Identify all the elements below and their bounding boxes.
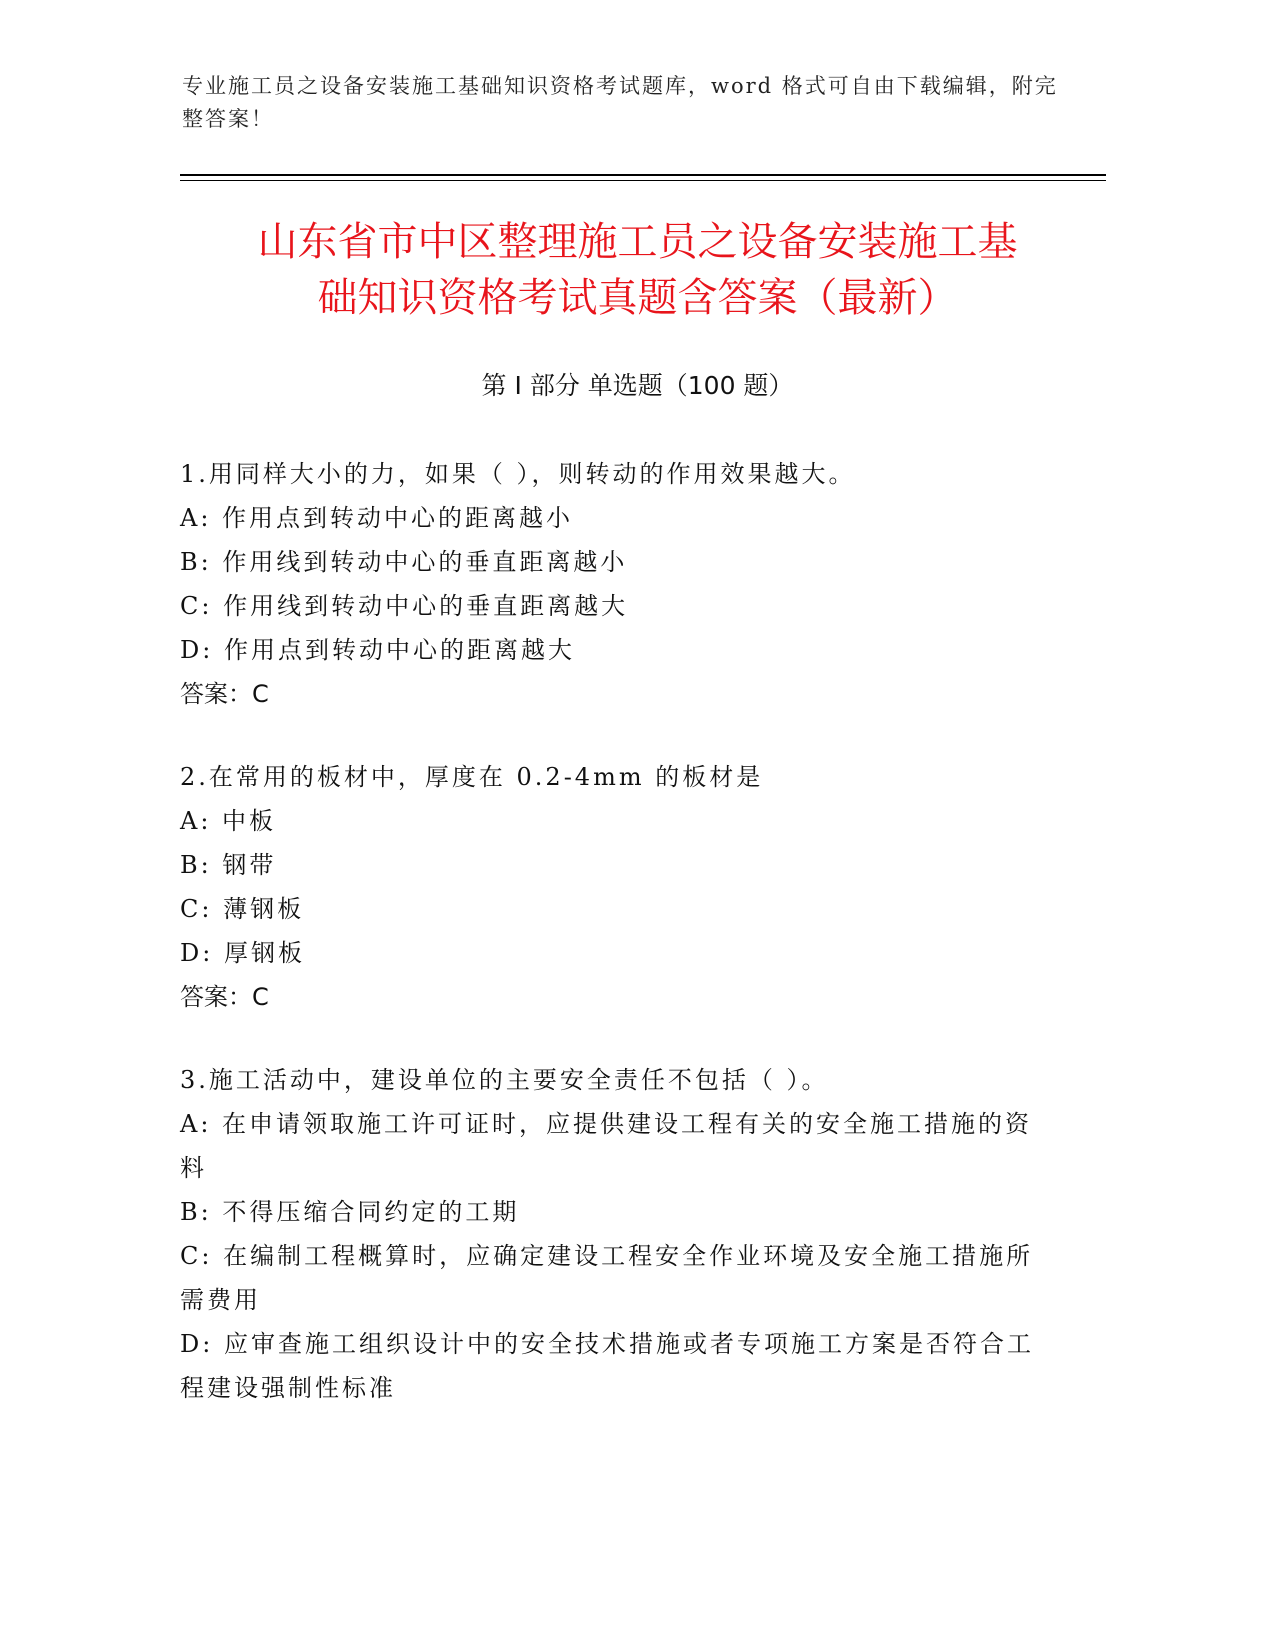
option-d: D: 应审查施工组织设计中的安全技术措施或者专项施工方案是否符合工程建设强制性标准 [180,1330,1034,1402]
option-b: B: 钢带 [180,851,277,879]
option-a: A: 在申请领取施工许可证时，应提供建设工程有关的安全施工措施的资料 [180,1110,1033,1182]
document-title-line-2: 础知识资格考试真题含答案（最新） [317,275,958,321]
option-c: C: 在编制工程概算时，应确定建设工程安全作业环境及安全施工措施所需费用 [180,1242,1034,1314]
header-note: 专业施工员之设备安装施工基础知识资格考试题库，word 格式可自由下载编辑，附完整答案！ [182,74,1058,131]
document-title [160,214,1115,326]
question-stem: 1.用同样大小的力，如果（ ），则转动的作用效果越大。 [180,460,856,488]
question-list [180,452,1040,1449]
header-divider-thick [180,174,1106,176]
question-2 [180,755,1040,1019]
option-c: C: 作用线到转动中心的垂直距离越大 [180,592,629,620]
section-title: 第 I 部分 单选题（100 题） [481,371,794,400]
document-title-line-1: 山东省市中区整理施工员之设备安装施工基 [257,219,1018,265]
question-3 [180,1058,1040,1410]
option-b: B: 不得压缩合同约定的工期 [180,1198,520,1226]
header-divider-thin [180,180,1106,181]
answer: 答案：C [180,680,269,708]
option-a: A: 中板 [180,807,277,835]
answer: 答案：C [180,983,269,1011]
option-d: D: 厚钢板 [180,939,305,967]
option-a: A: 作用点到转动中心的距离越小 [180,504,574,532]
option-c: C: 薄钢板 [180,895,305,923]
question-1 [180,452,1040,716]
question-stem: 2.在常用的板材中，厚度在 0.2-4mm 的板材是 [180,763,764,791]
question-stem: 3.施工活动中，建设单位的主要安全责任不包括（ ）。 [180,1066,829,1094]
option-b: B: 作用线到转动中心的垂直距离越小 [180,548,628,576]
option-d: D: 作用点到转动中心的距离越大 [180,636,575,664]
